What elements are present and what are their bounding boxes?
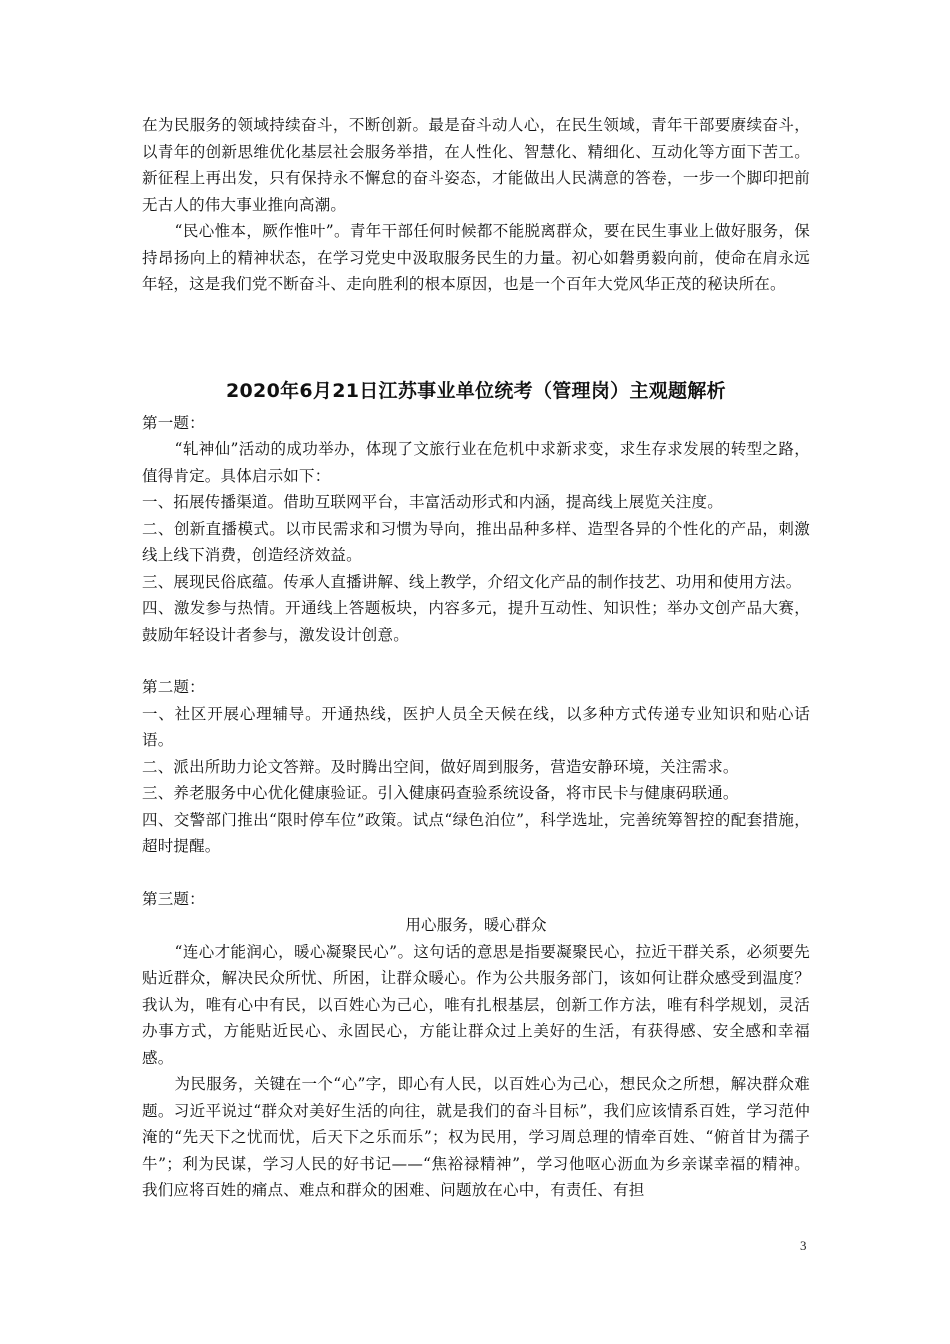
page-number: 3 (800, 1238, 807, 1253)
q3-heading: 第三题： (142, 889, 205, 908)
section-spacer (142, 860, 810, 886)
q2-item-4: 四、交警部门推出“限时停车位”政策。试点“绿色泊位”，科学选址，完善统筹智控的配套措施，超时提醒。 (142, 810, 810, 855)
intro-paragraph-2: “民心惟本，厥作惟叶”。青年干部任何时候都不能脱离群众，要在民生事业上做好服务，保持昂扬向上的精神状态，在学习党史中汲取服务民生的力量。初心如磐勇毅向前，使命在肩永远年轻，这是我们党不断奋斗、走向胜利的根本原因，也是一个百年大党风华正茂的秘诀所在。 (142, 222, 810, 293)
q3-paragraph-1: “连心才能润心，暖心凝聚民心”。这句话的意思是指要凝聚民心，拉近干群关系，必须要先贴近群众，解决民众所忧、所困，让群众暖心。作为公共服务部门，该如何让群众感受到温度？我认为，唯有心中有民，以百姓心为己心，唯有扎根基层，创新工作方法，唯有科学规划，灵活办事方式，方能贴近民心、永固民心，方能让群众过上美好的生活，有获得感、安全感和幸福感。 (142, 942, 810, 1067)
page-title: 2020年6月21日江苏事业单位统考（管理岗）主观题解析 (226, 379, 726, 402)
q1-item-2: 二、创新直播模式。以市民需求和习惯为导向，推出品种多样、造型各异的个性化的产品，刺激线上线下消费，创造经济效益。 (142, 519, 810, 564)
q2-item-3: 三、养老服务中心优化健康验证。引入健康码查验系统设备，将市民卡与健康码联通。 (142, 784, 739, 802)
q3-essay-title: 用心服务，暖心群众 (405, 916, 547, 934)
section-spacer (142, 648, 810, 674)
q2-heading: 第二题： (142, 678, 205, 696)
intro-paragraph-1: 在为民服务的领域持续奋斗，不断创新。最是奋斗动人心，在民生领域，青年干部要赓续奋斗，以青年的创新思维优化基层社会服务举措，在人性化、智慧化、精细化、互动化等方面下苦工。新征程上再出发，只有保持永不懈怠的奋斗姿态，才能做出人民满意的答卷，一步一个脚印把前无古人的伟大事业推向高潮。 (142, 116, 810, 214)
q2-item-1: 一、社区开展心理辅导。开通热线，医护人员全天候在线，以多种方式传递专业知识和贴心话语。 (142, 704, 810, 749)
q1-item-1: 一、拓展传播渠道。借助互联网平台，丰富活动形式和内涵，提高线上展览关注度。 (142, 493, 723, 511)
q3-paragraph-2: 为民服务，关键在一个“心”字，即心有人民，以百姓心为己心，想民众之所想，解决群众难题。习近平说过“群众对美好生活的向往，就是我们的奋斗目标”，我们应该情系百姓，学习范仲淹的“先天下之忧而忧，后天下之乐而乐”；权为民用，学习周总理的情牵百姓、“俯首甘为孺子牛”；利为民谋，学习人民的好书记——“焦裕禄精神”，学习他呕心沥血为乡亲谋幸福的精神。我们应将百姓的痛点、难点和群众的困难、问题放在心中，有责任、有担 (142, 1075, 810, 1199)
page-content (142, 112, 810, 1204)
q1-lead-paragraph: “轧神仙”活动的成功举办，体现了文旅行业在危机中求新求变，求生存求发展的转型之路，值得肯定。具体启示如下： (142, 440, 810, 485)
q1-heading: 第一题： (142, 413, 205, 432)
q1-item-4: 四、激发参与热情。开通线上答题板块，内容多元，提升互动性、知识性；举办文创产品大赛，鼓励年轻设计者参与，激发设计创意。 (142, 599, 810, 644)
q2-item-2: 二、派出所助力论文答辩。及时腾出空间，做好周到服务，营造安静环境，关注需求。 (142, 757, 739, 776)
q1-item-3: 三、展现民俗底蕴。传承人直播讲解、线上教学，介绍文化产品的制作技艺、功用和使用方法。 (142, 572, 802, 591)
section-spacer (142, 298, 810, 376)
